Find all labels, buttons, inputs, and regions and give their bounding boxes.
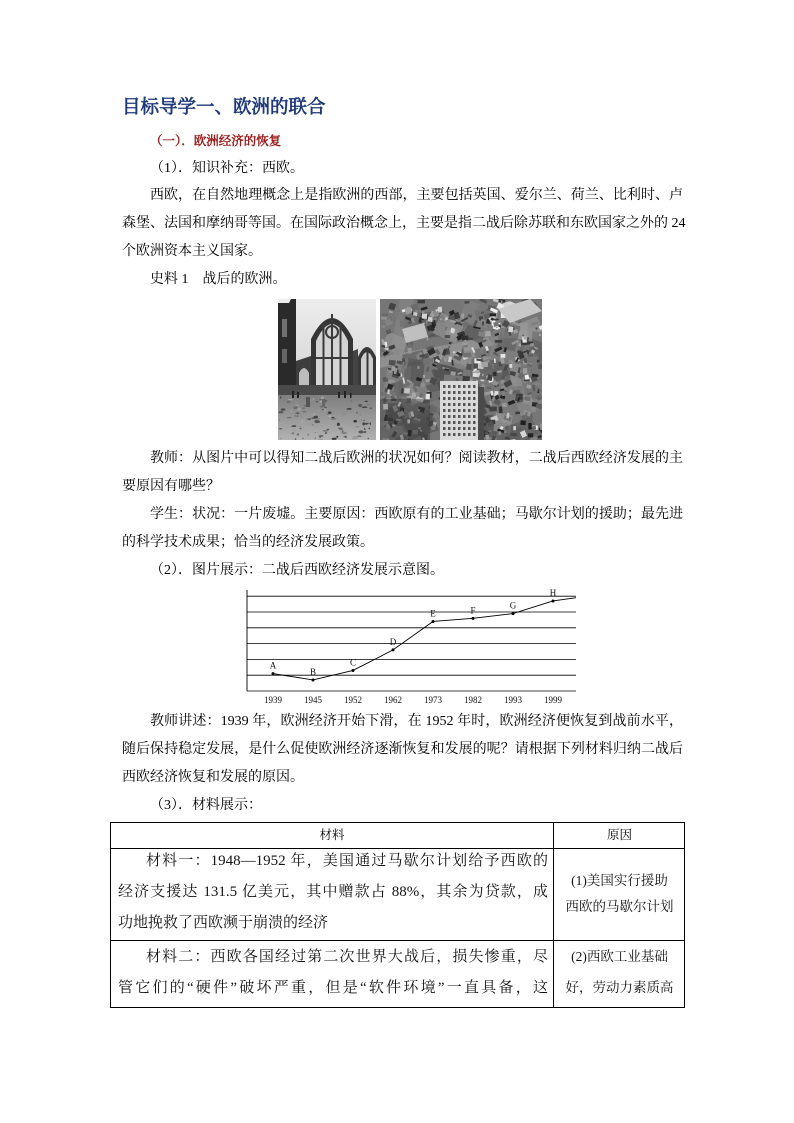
teacher-question-line: 要原因有哪些？ bbox=[122, 479, 220, 494]
x-tick-label-1973: 1973 bbox=[424, 695, 442, 705]
data-point-G bbox=[512, 612, 515, 615]
knowledge-supplement-label: （1）．知识补充：西欧。 bbox=[150, 161, 304, 176]
point-label-G: G bbox=[509, 600, 517, 611]
teacher-question-line: 教师：从图片中可以得知二战后欧洲的状况如何？阅读教材，二战后西欧经济发展的主 bbox=[150, 451, 683, 466]
x-tick-label-1945: 1945 bbox=[304, 695, 322, 705]
economy-development-chart bbox=[240, 584, 585, 710]
x-tick-label-1993: 1993 bbox=[504, 695, 522, 705]
paragraph-line: 个欧洲资本主义国家。 bbox=[122, 244, 262, 259]
data-point-A bbox=[272, 672, 275, 675]
point-label-D: D bbox=[389, 636, 397, 647]
x-tick-label-1962: 1962 bbox=[384, 695, 402, 705]
x-tick-label-1952: 1952 bbox=[344, 695, 362, 705]
data-point-F bbox=[472, 617, 475, 620]
chart-intro-label: （2）．图片展示：二战后西欧经济发展示意图。 bbox=[150, 563, 444, 578]
data-point-C bbox=[352, 669, 355, 672]
point-label-A: A bbox=[269, 660, 277, 671]
table-cell-reason-line: 好，劳动力素质高 bbox=[565, 980, 674, 995]
table-cell-material-line: 功地挽救了西欧濒于崩溃的经济 bbox=[118, 914, 329, 931]
table-cell-material-line: 材料二：西欧各国经过第二次世界大战后，损失惨重，尽 bbox=[146, 948, 548, 965]
subsection-title: （一）．欧洲经济的恢复 bbox=[150, 134, 282, 148]
data-point-H bbox=[552, 599, 555, 602]
data-point-E bbox=[432, 620, 435, 623]
material-intro-label: （3）．材料展示： bbox=[150, 798, 262, 813]
x-tick-label-1999: 1999 bbox=[544, 695, 562, 705]
table-header-reason: 原因 bbox=[606, 828, 632, 842]
cathedral-ruins-photo bbox=[278, 299, 376, 440]
table-cell-material-line: 经济支援达 131.5 亿美元，其中赠款占 88%，其余为贷款，成 bbox=[118, 883, 548, 900]
bombed-city-aerial-photo bbox=[380, 299, 542, 440]
table-cell-reason-line: (1)美国实行援助 bbox=[571, 873, 668, 888]
paragraph-line: 森堡、法国和摩纳哥等国。在国际政治概念上，主要是指二战后除苏联和东欧国家之外的 24 bbox=[122, 216, 686, 231]
materials-table bbox=[110, 822, 685, 1008]
student-answer-line: 学生：状况：一片废墟。主要原因：西欧原有的工业基础；马歇尔计划的援助；最先进 bbox=[150, 507, 683, 522]
point-label-F: F bbox=[470, 605, 476, 616]
x-tick-label-1982: 1982 bbox=[464, 695, 482, 705]
teacher-talk-line: 随后保持稳定发展，是什么促使欧洲经济逐渐恢复和发展的呢？请根据下列材料归纳二战后 bbox=[122, 742, 683, 757]
table-cell-material-line: 管它们的“硬件”破坏严重，但是“软件环境”一直具备，这 bbox=[118, 979, 548, 996]
economy-trend-line bbox=[273, 598, 576, 680]
table-cell-reason-line: (2)西欧工业基础 bbox=[571, 949, 668, 964]
teacher-talk-line: 西欧经济恢复和发展的原因。 bbox=[122, 770, 304, 785]
data-point-B bbox=[312, 678, 315, 681]
section-heading: 目标导学一、欧洲的联合 bbox=[122, 97, 326, 118]
paragraph-line: 西欧，在自然地理概念上是指欧洲的西部，主要包括英国、爱尔兰、荷兰、比利时、卢 bbox=[150, 188, 683, 203]
data-point-D bbox=[392, 648, 395, 651]
teacher-talk-line: 教师讲述：1939 年，欧洲经济开始下滑，在 1952 年时，欧洲经济便恢复到战前水平， bbox=[150, 714, 683, 729]
table-header-material: 材料 bbox=[319, 828, 345, 842]
point-label-C: C bbox=[349, 657, 357, 668]
point-label-H: H bbox=[549, 587, 557, 598]
student-answer-line: 的科学技术成果；恰当的经济发展政策。 bbox=[122, 535, 374, 550]
point-label-B: B bbox=[309, 666, 317, 677]
source-material-label: 史料 1 战后的欧洲。 bbox=[150, 272, 287, 287]
x-tick-label-1939: 1939 bbox=[264, 695, 282, 705]
table-cell-material-line: 材料一：1948—1952 年，美国通过马歇尔计划给予西欧的 bbox=[146, 852, 548, 869]
point-label-E: E bbox=[430, 608, 436, 619]
table-cell-reason-line: 西欧的马歇尔计划 bbox=[565, 899, 674, 914]
